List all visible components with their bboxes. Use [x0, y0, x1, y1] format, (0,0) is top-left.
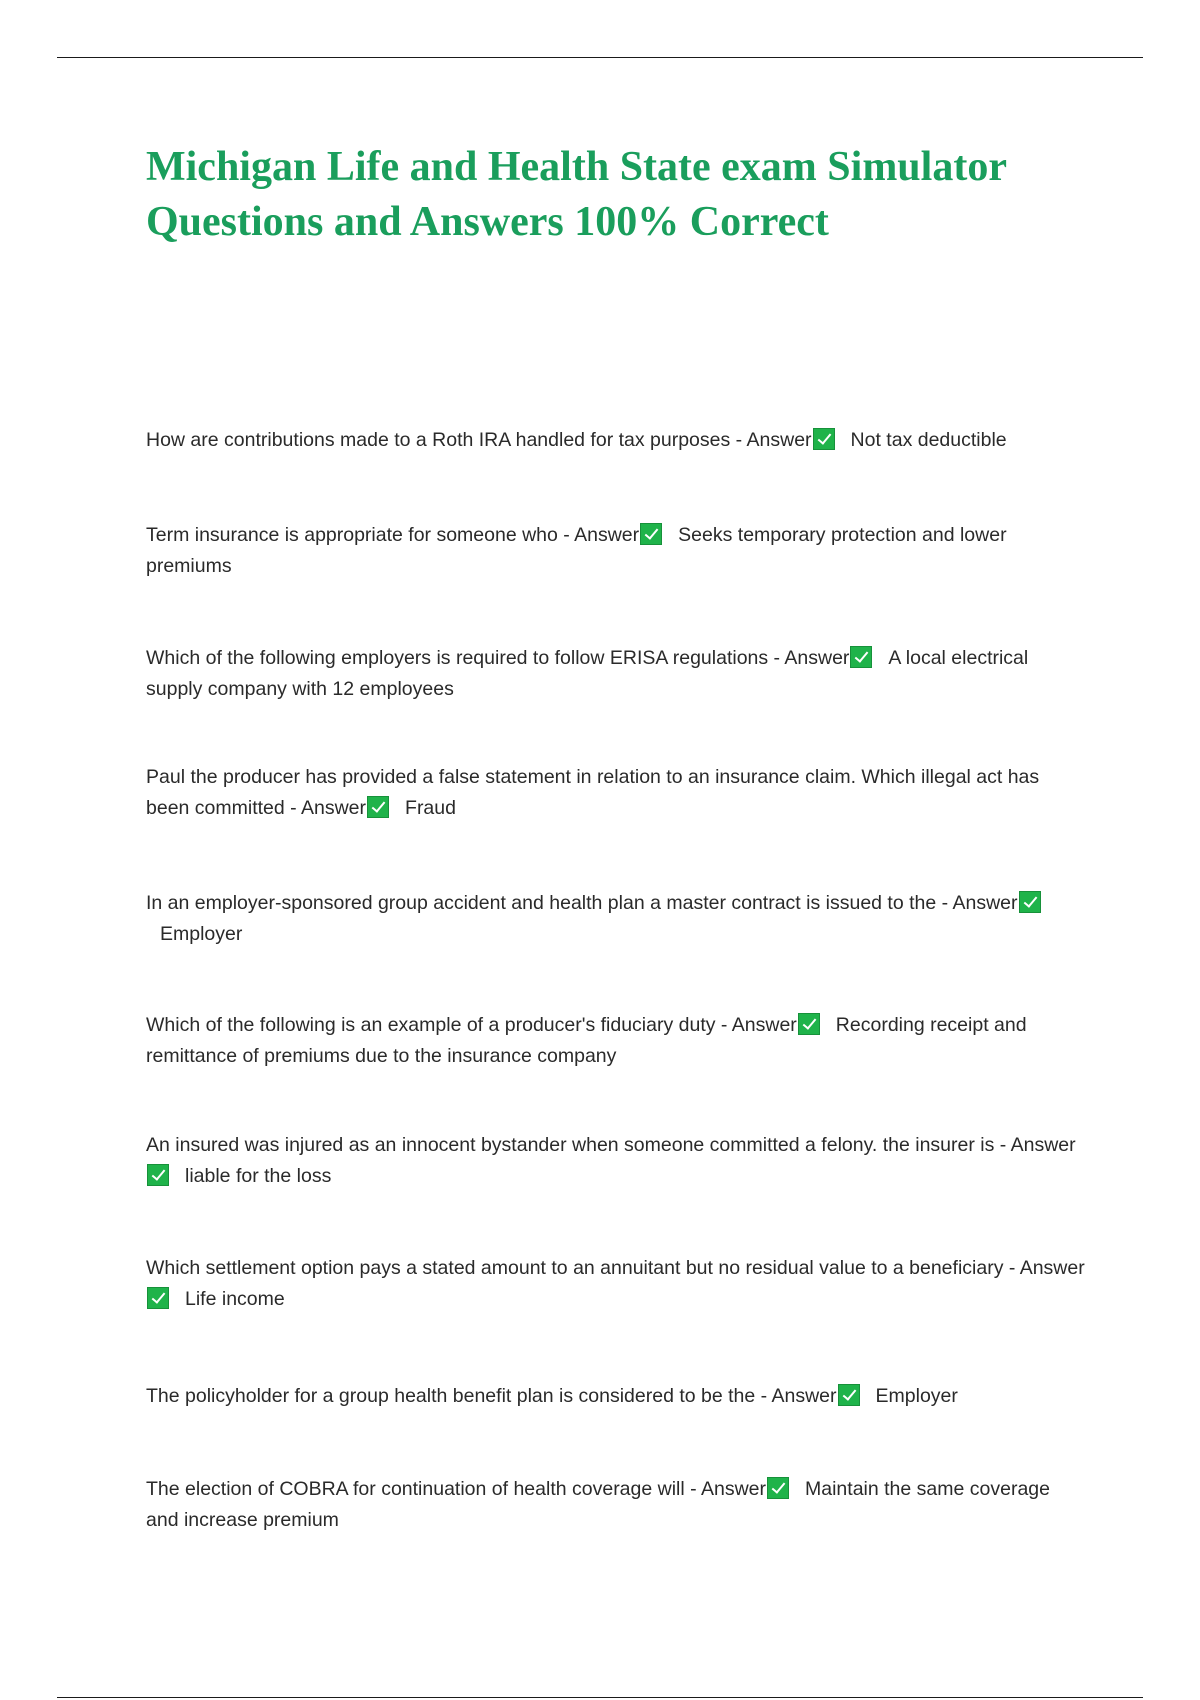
qa-item: [146, 1253, 1086, 1315]
checkmark-icon: [798, 1013, 820, 1035]
answer-text: Life income: [185, 1288, 285, 1310]
checkmark-icon: [147, 1287, 169, 1309]
qa-item: [146, 1474, 1086, 1536]
answer-text: liable for the loss: [185, 1165, 332, 1187]
answer-text: Seeks temporary protection and lower premiums: [146, 524, 1007, 577]
question-text: Which of the following employers is required to follow ERISA regulations -: [146, 647, 785, 669]
checkmark-icon: [838, 1384, 860, 1406]
qa-item: [146, 425, 1086, 456]
answer-label: Answer: [952, 892, 1018, 914]
document-title: Michigan Life and Health State exam Simulator Questions and Answers 100% Correct: [146, 144, 1007, 245]
answer-label: Answer: [301, 797, 367, 819]
answer-text: Maintain the same coverage and increase premium: [146, 1478, 1050, 1531]
checkmark-icon: [367, 796, 389, 818]
qa-item: [146, 888, 1086, 950]
answer-text: Recording receipt and remittance of premiums due to the insurance company: [146, 1014, 1027, 1067]
answer-text: Fraud: [405, 797, 456, 819]
checkmark-icon: [813, 428, 835, 450]
qa-item: [146, 762, 1086, 824]
qa-item: [146, 520, 1086, 582]
footer-rule: [57, 1697, 1143, 1698]
answer-label: Answer: [731, 1014, 797, 1036]
answer-label: Answer: [700, 1478, 767, 1500]
qa-item: [146, 1130, 1086, 1192]
question-text: In an employer-sponsored group accident and health plan a master contract is issued to the -: [146, 892, 953, 914]
question-text: Which of the following is an example of a producer's fiduciary duty -: [146, 1014, 732, 1036]
checkmark-icon: [850, 646, 872, 668]
document-body: [146, 140, 1086, 1531]
answer-label: Answer: [771, 1385, 837, 1407]
answer-text: Employer: [875, 1385, 958, 1407]
qa-item: [146, 643, 1086, 705]
answer-text: A local electrical supply company with 12 employees: [146, 647, 1029, 700]
question-text: Term insurance is appropriate for someone who -: [146, 524, 575, 546]
header-rule: [57, 57, 1143, 58]
answer-text: Not tax deductible: [850, 429, 1007, 451]
answer-label: Answer: [746, 429, 812, 451]
answer-label: Answer: [1019, 1257, 1085, 1279]
question-text: Which settlement option pays a stated amount to an annuitant but no residual value to a beneficiary -: [146, 1257, 1020, 1279]
qa-item: [146, 1010, 1086, 1072]
question-text: An insured was injured as an innocent bystander when someone committed a felony. the insurer is -: [146, 1134, 1011, 1156]
checkmark-icon: [147, 1164, 169, 1186]
answer-label: Answer: [784, 647, 850, 669]
qa-item: [146, 1381, 1086, 1412]
question-text: The policyholder for a group health benefit plan is considered to be the -: [146, 1385, 772, 1407]
checkmark-icon: [640, 523, 662, 545]
answer-text: Employer: [160, 923, 243, 945]
checkmark-icon: [1019, 891, 1041, 913]
question-text: How are contributions made to a Roth IRA handled for tax purposes -: [146, 429, 747, 451]
question-text: Paul the producer has provided a false statement in relation to an insurance claim. Which illegal act has been committed -: [146, 766, 1040, 819]
answer-label: Answer: [574, 524, 640, 546]
question-text: The election of COBRA for continuation of health coverage will -: [146, 1478, 701, 1500]
checkmark-icon: [767, 1477, 789, 1499]
answer-label: Answer: [1010, 1134, 1076, 1156]
